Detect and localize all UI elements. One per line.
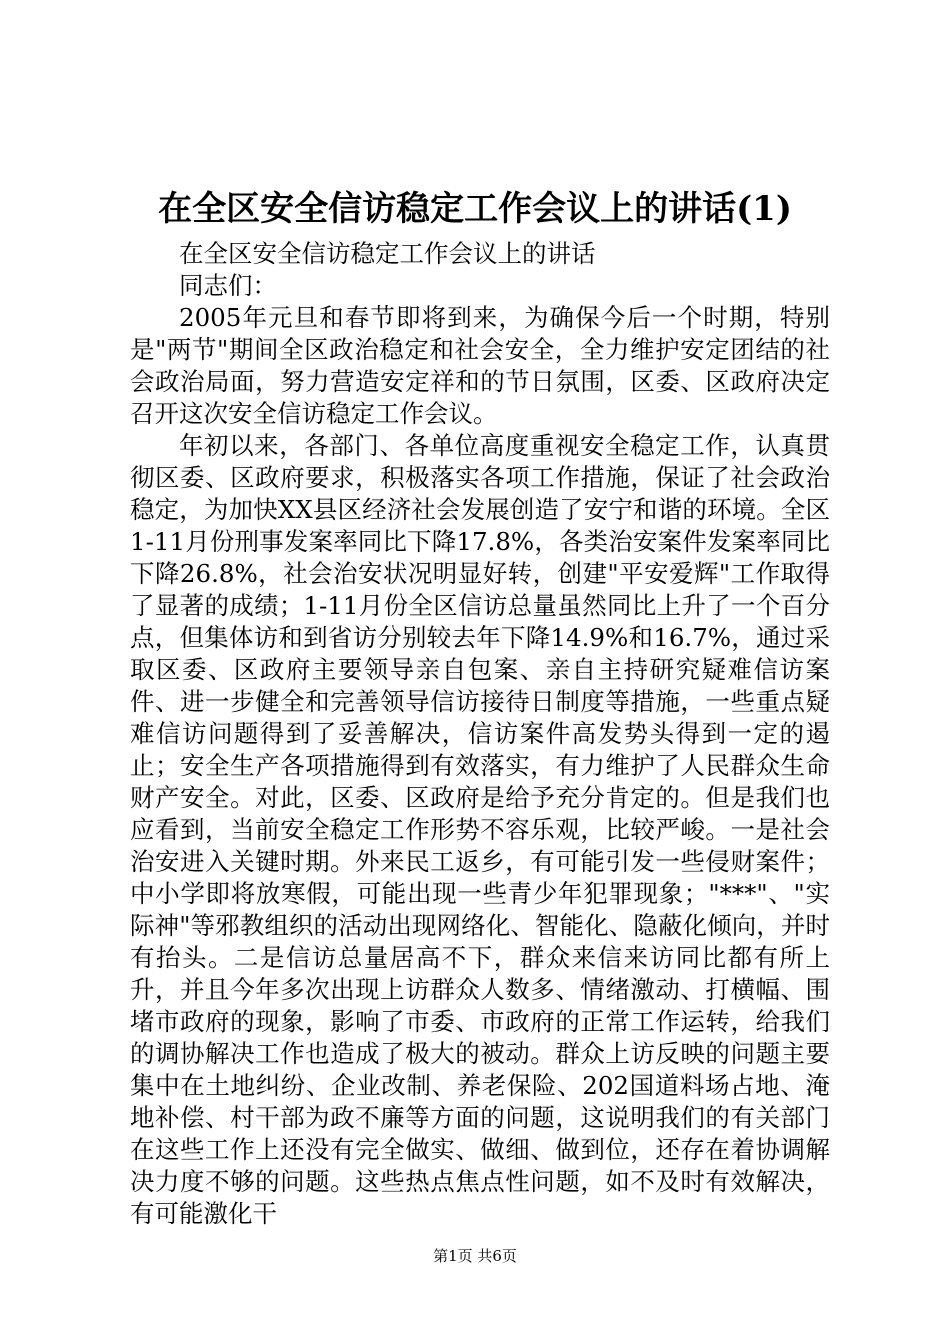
paragraph-2: 年初以来，各部门、各单位高度重视安全稳定工作，认真贯彻区委、区政府要求，积极落实各项工作措施，保证了社会政治稳定，为加快XX县区经济社会发展创造了安宁和谐的环境。全区1-11月份刑事发案率同比下降17.8%，各类治安案件发案率同比下降26.8%，社会治安状况明显好转，创建"平安爱辉"工作取得了显著的成绩；1-11月份全区信访总量虽然同比上升了一个百分点，但集体访和到省访分别较去年下降14.9%和16.7%，通过采取区委、区政府主要领导亲自包案、亲自主持研究疑难信访案件、进一步健全和完善领导信访接待日制度等措施，一些重点疑难信访问题得到了妥善解决，信访案件高发势头得到一定的遏止；安全生产各项措施得到有效落实，有力维护了人民群众生命财产安全。对此，区委、区政府是给予充分肯定的。但是我们也应看到，当前安全稳定工作形势不容乐观，比较严峻。一是社会治安进入关键时期。外来民工返乡，有可能引发一些侵财案件；中小学即将放寒假，可能出现一些青少年犯罪现象；"***"、"实际神"等邪教组织的活动出现网络化、智能化、隐蔽化倾向，并时有抬头。二是信访总量居高不下，群众来信来访同比都有所上升，并且今年多次出现上访群众人数多、情绪激动、打横幅、围堵市政府的现象，影响了市委、市政府的正常工作运转，给我们的调协解决工作也造成了极大的被动。群众上访反映的问题主要集中在土地纠纷、企业改制、养老保险、202国道料场占地、淹地补偿、村干部为政不廉等方面的问题，这说明我们的有关部门在这些工作上还没有完全做实、做细、做到位，还存在着协调解决力度不够的问题。这些热点焦点性问题，如不及时有效解决，有可能激化干 (130, 431, 830, 1228)
document-body (130, 238, 830, 1230)
subtitle-line: 在全区安全信访稳定工作会议上的讲话 (179, 239, 596, 268)
document-title: 在全区安全信访稳定工作会议上的讲话(1) (158, 189, 792, 229)
paragraph-1: 2005年元旦和春节即将到来，为确保今后一个时期，特别是"两节"期间全区政治稳定和社会安全，全力维护安定团结的社会政治局面，努力营造安定祥和的节日氛围，区委、区政府决定召开这次安全信访稳定工作会议。 (130, 303, 830, 428)
page-number: 第1页 共6页 (433, 1247, 517, 1265)
salutation-line: 同志们： (179, 271, 277, 300)
